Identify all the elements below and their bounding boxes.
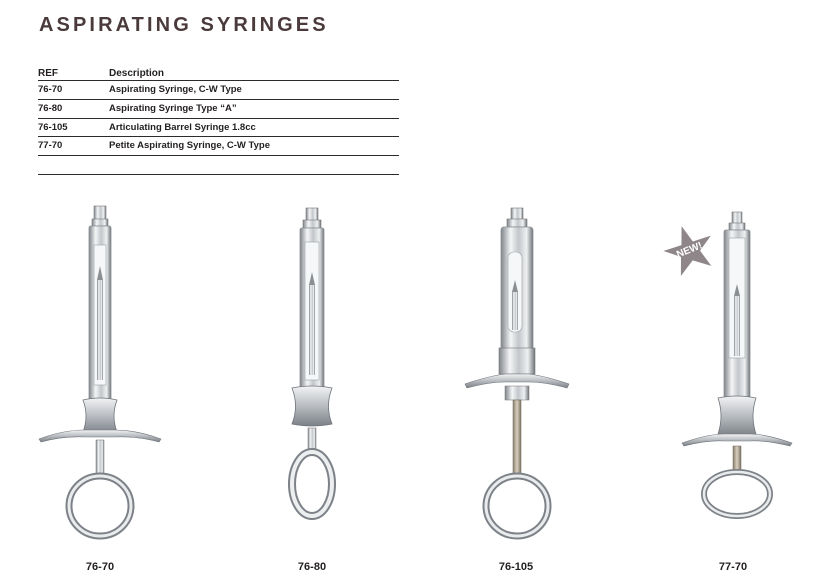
syringe-petite-icon — [648, 200, 818, 560]
syringe-cw-icon — [33, 200, 167, 560]
table-row — [38, 81, 399, 100]
row-description: Petite Aspirating Syringe, C-W Type — [109, 140, 270, 152]
row-description: Articulating Barrel Syringe 1.8cc — [109, 121, 256, 133]
ref-column-header: REF — [38, 68, 58, 79]
syringe-articulating-icon — [449, 200, 583, 560]
syringe-type-a-icon — [245, 200, 379, 560]
row-ref: 76-105 — [38, 121, 68, 133]
product-76-105 — [449, 200, 583, 587]
product-label: 76-80 — [297, 561, 327, 573]
table-row-empty — [38, 156, 399, 175]
row-description: Aspirating Syringe Type “A” — [109, 102, 237, 114]
product-76-70 — [33, 200, 167, 587]
page-title: ASPIRATING SYRINGES — [39, 14, 329, 36]
product-77-70 — [648, 200, 818, 587]
new-badge — [658, 218, 720, 278]
row-ref: 77-70 — [38, 140, 63, 152]
product-label: 77-70 — [718, 561, 748, 573]
reference-table — [38, 67, 399, 175]
row-ref: 76-80 — [38, 102, 63, 114]
product-76-80 — [245, 200, 379, 587]
new-badge-label: NEW! — [675, 240, 704, 261]
description-column-header: Description — [109, 68, 165, 79]
table-row — [38, 119, 399, 138]
product-label: 76-70 — [85, 561, 115, 573]
row-ref: 76-70 — [38, 84, 63, 95]
product-label: 76-105 — [498, 561, 534, 573]
table-row — [38, 100, 399, 119]
table-header-row — [38, 67, 399, 81]
table-row — [38, 137, 399, 156]
row-description: Aspirating Syringe, C-W Type — [109, 84, 242, 95]
